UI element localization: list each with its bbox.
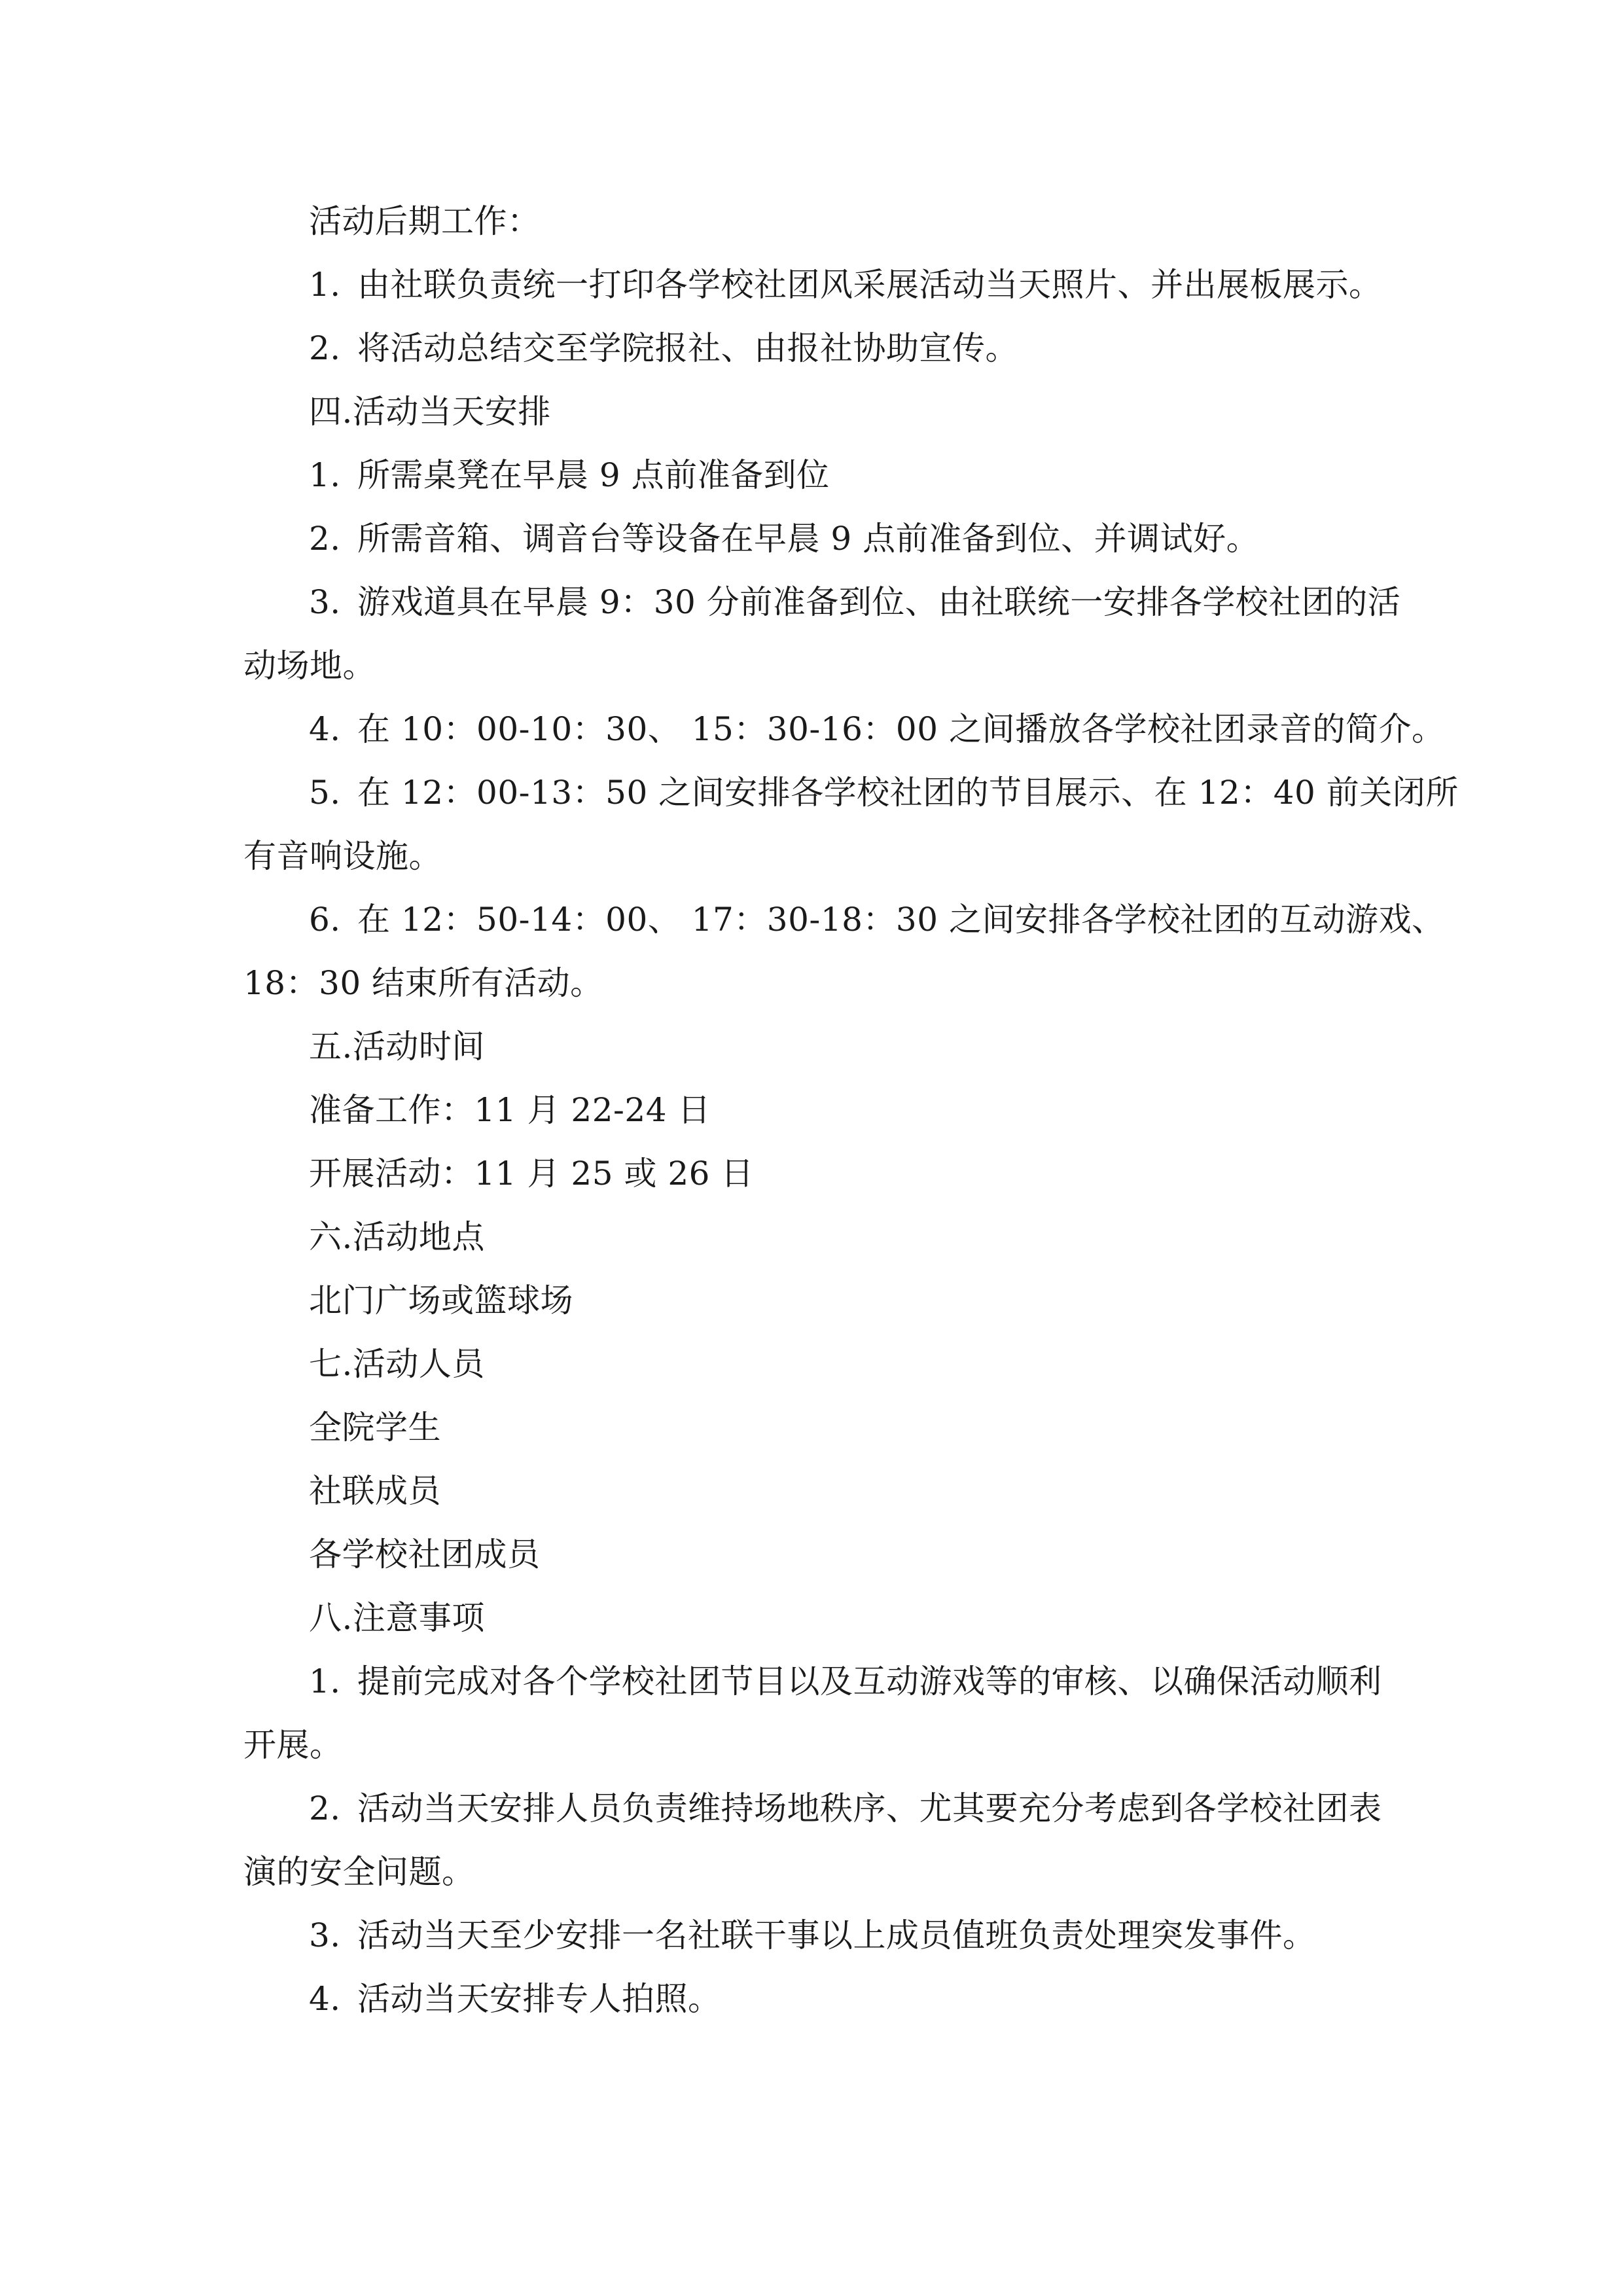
list-item-number: 4. [309,710,341,748]
text-line [243,1269,1380,1333]
list-item-number: 2. [309,329,341,367]
list-item-text: 在 12：00-13：50 之间安排各学校社团的节目展示、在 12：40 前关闭所 [357,774,1459,812]
continuation-line [243,1713,1380,1777]
list-item-number: 3. [309,1916,341,1954]
list-item-text: 所需音箱、调音台等设备在早晨 9 点前准备到位、并调试好。 [357,520,1260,558]
list-item [243,253,1380,317]
line-text: 动场地。 [243,647,376,685]
list-item [243,1650,1380,1713]
list-item [243,444,1380,507]
line-text: 四.活动当天安排 [309,393,551,431]
list-item [243,1967,1380,2031]
line-text: 七.活动人员 [309,1345,485,1383]
list-item-number: 6. [309,901,341,939]
list-item [243,1777,1380,1840]
list-item-text: 所需桌凳在早晨 9 点前准备到位 [357,456,830,494]
line-text: 准备工作：11 月 22-24 日 [309,1091,711,1129]
line-text: 全院学生 [309,1408,441,1446]
text-line [243,190,1380,253]
list-item-number: 4. [309,1980,341,2018]
line-text: 北门广场或篮球场 [309,1282,573,1319]
list-item-text: 游戏道具在早晨 9：30 分前准备到位、由社联统一安排各学校社团的活 [357,583,1401,621]
continuation-line [243,1840,1380,1904]
list-item [243,317,1380,380]
text-line [243,1587,1380,1650]
line-text: 社联成员 [309,1472,441,1510]
line-text: 六.活动地点 [309,1218,485,1256]
list-item-number: 1. [309,266,341,304]
list-item-number: 1. [309,456,341,494]
line-text: 八.注意事项 [309,1599,485,1637]
continuation-line [243,634,1380,698]
list-item [243,571,1401,634]
line-text: 有音响设施。 [243,837,442,875]
list-item-number: 2. [309,1789,341,1827]
list-item-text: 活动当天安排专人拍照。 [357,1980,721,2018]
continuation-line [243,952,1380,1015]
text-line [243,1396,1380,1460]
text-line [243,1142,1380,1206]
list-item-number: 5. [309,774,341,812]
text-line [243,1079,1380,1142]
line-text: 18：30 结束所有活动。 [243,964,603,1002]
list-item-number: 2. [309,520,341,558]
text-line [243,1206,1380,1269]
list-item-text: 将活动总结交至学院报社、由报社协助宣传。 [357,329,1018,367]
line-text: 开展。 [243,1726,343,1764]
list-item-number: 3. [309,583,341,621]
list-item [243,698,1445,761]
list-item-text: 活动当天安排人员负责维持场地秩序、尤其要充分考虑到各学校社团表 [357,1789,1382,1827]
line-text: 开展活动：11 月 25 或 26 日 [309,1155,754,1193]
text-line [243,1460,1380,1523]
list-item [243,1904,1380,1967]
text-line [243,1523,1380,1587]
text-line [243,380,1380,444]
list-item [243,761,1459,825]
list-item-text: 活动当天至少安排一名社联干事以上成员值班负责处理突发事件。 [357,1916,1316,1954]
list-item-text: 由社联负责统一打印各学校社团风采展活动当天照片、并出展板展示。 [357,266,1382,304]
line-text: 演的安全问题。 [243,1853,475,1891]
text-line [243,1333,1380,1396]
list-item-text: 在 12：50-14：00、 17：30-18：30 之间安排各学校社团的互动游戏、 [357,901,1445,939]
list-item-text: 在 10：00-10：30、 15：30-16：00 之间播放各学校社团录音的简介。 [357,710,1445,748]
continuation-line [243,825,1380,888]
document-body [243,190,1459,2031]
list-item-text: 提前完成对各个学校社团节目以及互动游戏等的审核、以确保活动顺利 [357,1662,1382,1700]
list-item [243,507,1380,571]
text-line [243,1015,1380,1079]
list-item [243,888,1445,952]
list-item-number: 1. [309,1662,341,1700]
line-text: 五.活动时间 [309,1028,485,1066]
line-text: 各学校社团成员 [309,1535,541,1573]
line-text: 活动后期工作： [309,202,541,240]
